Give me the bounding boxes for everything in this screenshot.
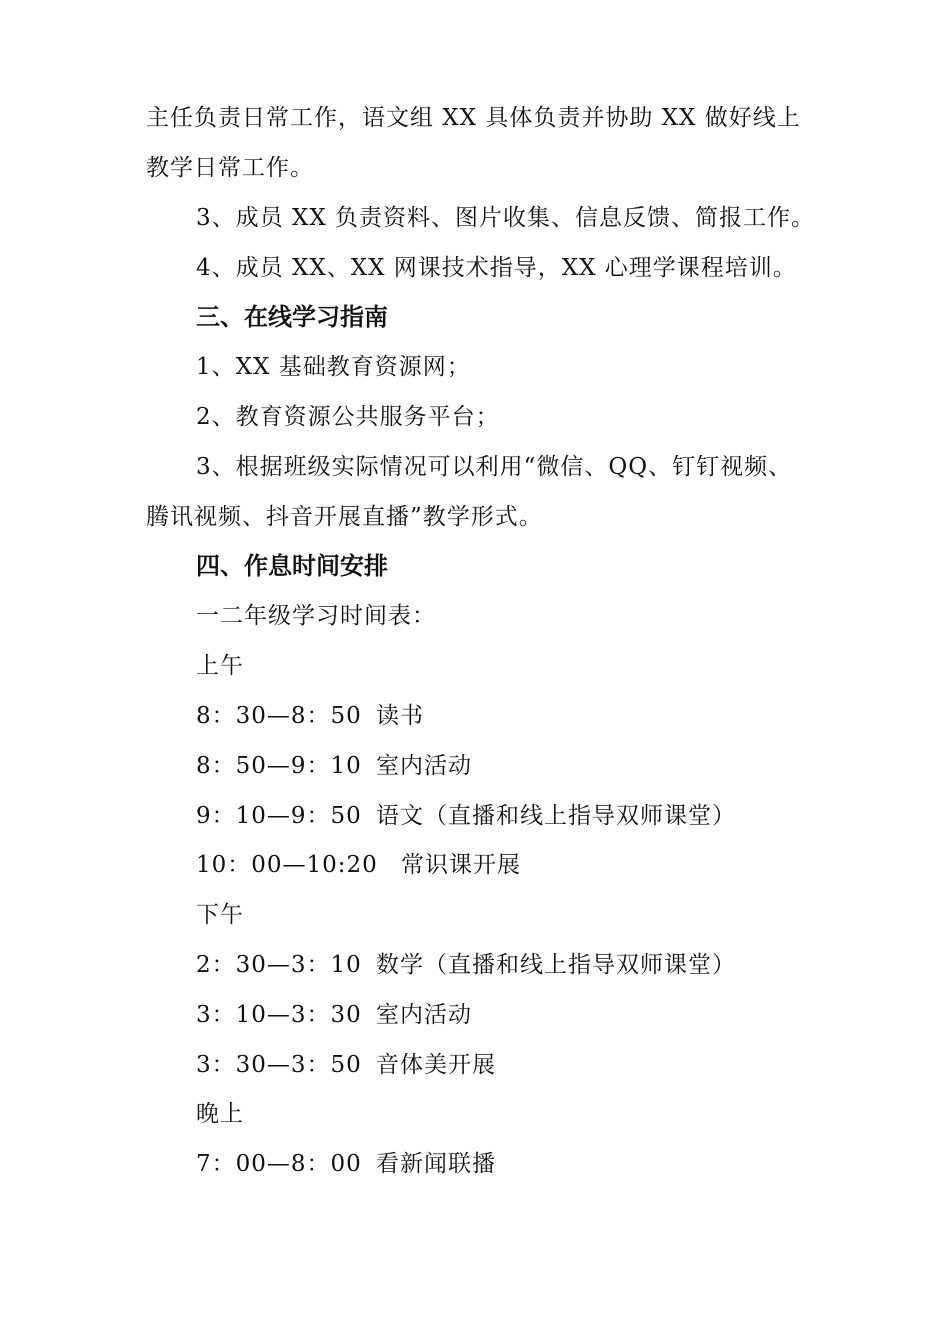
schedule-title: 一二年级学习时间表： xyxy=(196,603,436,629)
schedule-time: 8：30—8：50 xyxy=(196,703,362,729)
paragraph-item-3: 3、成员 XX 负责资料、图片收集、信息反馈、简报工作。 xyxy=(196,205,816,231)
paragraph-line: 主任负责日常工作，语文组 XX 具体负责并协助 XX 做好线上 xyxy=(146,105,801,131)
schedule-time: 8：50—9：10 xyxy=(196,753,362,779)
schedule-activity: 读书 xyxy=(376,703,424,729)
schedule-row xyxy=(196,751,876,781)
paragraph-line: 教学日常工作。 xyxy=(146,155,314,181)
evening-label: 晚上 xyxy=(196,1101,244,1127)
guide-item-3-continued: 腾讯视频、抖音开展直播”教学形式。 xyxy=(146,504,543,530)
schedule-time: 7：00—8：00 xyxy=(196,1151,362,1177)
morning-label: 上午 xyxy=(196,653,244,679)
schedule-row xyxy=(196,801,876,831)
schedule-activity: 数学（直播和线上指导双师课堂） xyxy=(376,952,736,978)
paragraph-item-4: 4、成员 XX、XX 网课技术指导，XX 心理学课程培训。 xyxy=(196,255,797,281)
afternoon-label: 下午 xyxy=(196,902,244,928)
guide-item-3: 3、根据班级实际情况可以利用“微信、QQ、钉钉视频、 xyxy=(196,454,793,480)
schedule-activity: 室内活动 xyxy=(376,753,472,779)
schedule-time: 3：30—3：50 xyxy=(196,1052,362,1078)
schedule-row xyxy=(196,1149,876,1179)
schedule-row xyxy=(196,1050,876,1080)
schedule-time: 3：10—3：30 xyxy=(196,1002,362,1028)
schedule-row xyxy=(196,1000,876,1030)
schedule-time: 2：30—3：10 xyxy=(196,952,362,978)
section-heading-schedule: 四、作息时间安排 xyxy=(196,552,388,580)
schedule-row xyxy=(196,701,876,731)
schedule-row xyxy=(196,850,876,880)
schedule-activity: 语文（直播和线上指导双师课堂） xyxy=(376,803,736,829)
guide-item-1: 1、XX 基础教育资源网； xyxy=(196,354,471,380)
section-heading-online-guide: 三、在线学习指南 xyxy=(196,303,388,331)
schedule-time: 10：00—10:20 xyxy=(196,852,378,878)
guide-item-2: 2、教育资源公共服务平台； xyxy=(196,404,500,430)
schedule-row xyxy=(196,950,876,980)
schedule-activity: 常识课开展 xyxy=(401,852,521,878)
schedule-activity: 音体美开展 xyxy=(376,1052,496,1078)
schedule-activity: 室内活动 xyxy=(376,1002,472,1028)
schedule-activity: 看新闻联播 xyxy=(376,1151,496,1177)
schedule-time: 9：10—9：50 xyxy=(196,803,362,829)
